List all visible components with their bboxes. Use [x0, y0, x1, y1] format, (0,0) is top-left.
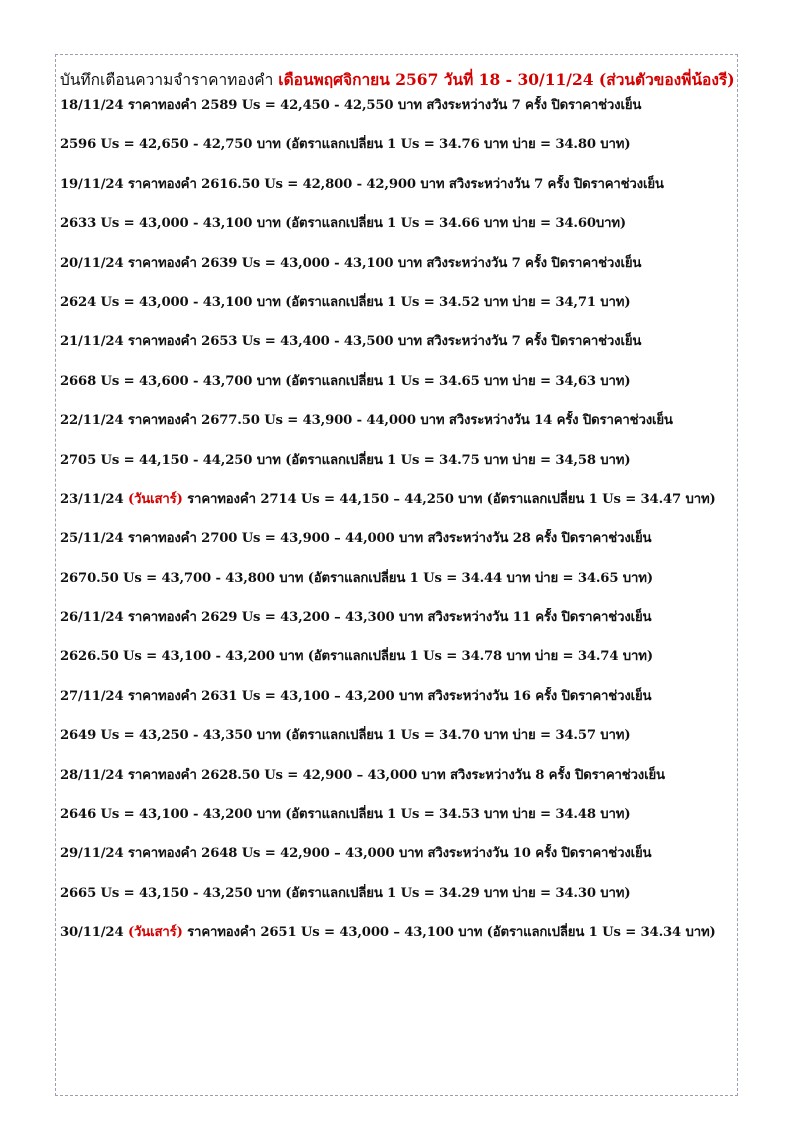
line-text: 20/11/24 ราคาทองคำ 2639 Us = 43,000 - 43,100 บาท สวิงระหว่างวัน 7 ครั้ง ปิดราคาช่วงเย็น [60, 255, 642, 271]
price-line-14 [60, 608, 736, 647]
line-date: 23/11/24 [60, 491, 128, 507]
title-month-range: เดือนพฤศจิกายน 2567 วันที่ 18 - 30/11/24 (ส่วนตัวของพี่น้องรี) [278, 70, 735, 89]
price-line-8 [60, 372, 736, 411]
price-line-15 [60, 647, 736, 686]
saturday-label: (วันเสาร์) [127, 491, 183, 507]
price-line-17 [60, 726, 736, 765]
price-line-11 [60, 490, 736, 529]
price-line-3 [60, 175, 736, 214]
line-text: 26/11/24 ราคาทองคำ 2629 Us = 43,200 – 43,300 บาท สวิงระหว่างวัน 11 ครั้ง ปิดราคาช่วงเย็น [60, 610, 652, 626]
price-line-4 [60, 214, 736, 253]
document-title [60, 68, 736, 96]
line-text: 29/11/24 ราคาทองคำ 2648 Us = 42,900 – 43,000 บาท สวิงระหว่างวัน 10 ครั้ง ปิดราคาช่วงเย็น [60, 846, 652, 862]
line-text: 2624 Us = 43,000 - 43,100 บาท (อัตราแลกเปลี่ยน 1 Us = 34.52 บาท บ่าย = 34,71 บาท) [60, 294, 631, 310]
price-line-10 [60, 451, 736, 490]
price-line-7 [60, 332, 736, 371]
price-line-13 [60, 569, 736, 608]
price-line-5 [60, 254, 736, 293]
price-line-1 [60, 96, 736, 135]
price-line-9 [60, 411, 736, 450]
price-line-18 [60, 766, 736, 805]
title-prefix: บันทึกเตือนความจำราคาทองคำ [60, 71, 279, 89]
line-text: 2646 Us = 43,100 - 43,200 บาท (อัตราแลกเปลี่ยน 1 Us = 34.53 บาท บ่าย = 34.48 บาท) [60, 807, 631, 823]
price-line-16 [60, 687, 736, 726]
price-line-12 [60, 529, 736, 568]
line-text: 22/11/24 ราคาทองคำ 2677.50 Us = 43,900 - 44,000 บาท สวิงระหว่างวัน 14 ครั้ง ปิดราคาช่วงเย็น [60, 413, 673, 429]
document-body [60, 68, 736, 963]
line-text: 21/11/24 ราคาทองคำ 2653 Us = 43,400 - 43,500 บาท สวิงระหว่างวัน 7 ครั้ง ปิดราคาช่วงเย็น [60, 334, 642, 350]
line-text: 28/11/24 ราคาทองคำ 2628.50 Us = 42,900 – 43,000 บาท สวิงระหว่างวัน 8 ครั้ง ปิดราคาช่วงเย็น [60, 767, 665, 783]
line-text: 2649 Us = 43,250 - 43,350 บาท (อัตราแลกเปลี่ยน 1 Us = 34.70 บาท บ่าย = 34.57 บาท) [60, 728, 631, 744]
price-line-22 [60, 923, 736, 962]
line-text: 2705 Us = 44,150 - 44,250 บาท (อัตราแลกเปลี่ยน 1 Us = 34.75 บาท บ่าย = 34,58 บาท) [60, 452, 631, 468]
price-line-6 [60, 293, 736, 332]
line-text: 2633 Us = 43,000 - 43,100 บาท (อัตราแลกเปลี่ยน 1 Us = 34.66 บาท บ่าย = 34.60บาท) [60, 216, 626, 232]
line-text: ราคาทองคำ 2651 Us = 43,000 – 43,100 บาท (อัตราแลกเปลี่ยน 1 Us = 34.34 บาท) [182, 925, 716, 941]
price-line-2 [60, 135, 736, 174]
line-text: 2665 Us = 43,150 - 43,250 บาท (อัตราแลกเปลี่ยน 1 Us = 34.29 บาท บ่าย = 34.30 บาท) [60, 885, 631, 901]
saturday-label: (วันเสาร์) [127, 925, 183, 941]
line-text: 2626.50 Us = 43,100 - 43,200 บาท (อัตราแลกเปลี่ยน 1 Us = 34.78 บาท บ่าย = 34.74 บาท) [60, 649, 653, 665]
price-line-21 [60, 884, 736, 923]
line-text: ราคาทองคำ 2714 Us = 44,150 – 44,250 บาท (อัตราแลกเปลี่ยน 1 Us = 34.47 บาท) [182, 491, 716, 507]
price-line-19 [60, 805, 736, 844]
line-text: 2596 Us = 42,650 - 42,750 บาท (อัตราแลกเปลี่ยน 1 Us = 34.76 บาท บ่าย = 34.80 บาท) [60, 137, 631, 153]
line-text: 25/11/24 ราคาทองคำ 2700 Us = 43,900 – 44,000 บาท สวิงระหว่างวัน 28 ครั้ง ปิดราคาช่วงเย็น [60, 531, 652, 547]
line-text: 2670.50 Us = 43,700 - 43,800 บาท (อัตราแลกเปลี่ยน 1 Us = 34.44 บาท บ่าย = 34.65 บาท) [60, 570, 653, 586]
line-text: 2668 Us = 43,600 - 43,700 บาท (อัตราแลกเปลี่ยน 1 Us = 34.65 บาท บ่าย = 34,63 บาท) [60, 373, 631, 389]
line-text: 19/11/24 ราคาทองคำ 2616.50 Us = 42,800 - 42,900 บาท สวิงระหว่างวัน 7 ครั้ง ปิดราคาช่วงเย็น [60, 176, 664, 192]
price-line-20 [60, 844, 736, 883]
line-date: 30/11/24 [60, 925, 128, 941]
line-text: 18/11/24 ราคาทองคำ 2589 Us = 42,450 - 42,550 บาท สวิงระหว่างวัน 7 ครั้ง ปิดราคาช่วงเย็น [60, 98, 642, 113]
line-text: 27/11/24 ราคาทองคำ 2631 Us = 43,100 – 43,200 บาท สวิงระหว่างวัน 16 ครั้ง ปิดราคาช่วงเย็น [60, 688, 652, 704]
